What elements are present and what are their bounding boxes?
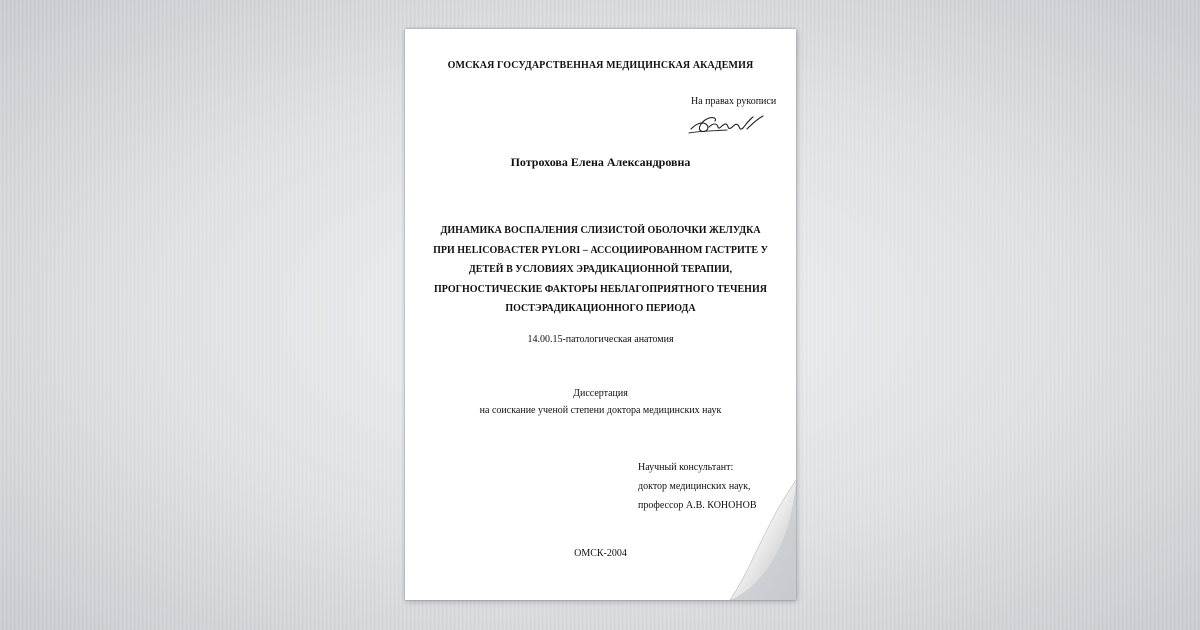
advisor-role: Научный консультант:: [638, 462, 734, 473]
specialty-code: 14.00.15-патологическая анатомия: [527, 334, 674, 345]
advisor-degree: доктор медицинских наук,: [638, 481, 751, 492]
handwritten-signature: [687, 109, 767, 139]
document-page: [405, 29, 796, 600]
title-line: ПРИ HELICOBACTER PYLORI – АССОЦИИРОВАННОМ ГАСТРИТЕ У: [433, 244, 768, 256]
dissertation-purpose: на соискание ученой степени доктора медицинских наук: [479, 405, 722, 416]
title-line: ДЕТЕЙ В УСЛОВИЯХ ЭРАДИКАЦИОННОЙ ТЕРАПИИ,: [468, 264, 733, 275]
manuscript-note: На правах рукописи: [691, 96, 777, 107]
advisor-name: профессор А.В. КОНОНОВ: [638, 500, 757, 511]
dissertation-type: Диссертация: [573, 388, 628, 399]
title-line: ДИНАМИКА ВОСПАЛЕНИЯ СЛИЗИСТОЙ ОБОЛОЧКИ ЖЕЛУДКА: [440, 225, 761, 236]
title-line: ПРОГНОСТИЧЕСКИЕ ФАКТОРЫ НЕБЛАГОПРИЯТНОГО ТЕЧЕНИЯ: [434, 283, 767, 295]
city-year: ОМСК-2004: [574, 548, 627, 559]
title-line: ПОСТЭРАДИКАЦИОННОГО ПЕРИОДА: [505, 303, 696, 314]
page-curl-icon: [696, 480, 796, 600]
dissertation-title: [423, 221, 778, 319]
institution-name: ОМСКАЯ ГОСУДАРСТВЕННАЯ МЕДИЦИНСКАЯ АКАДЕМИЯ: [447, 60, 754, 71]
author-name: Потрохова Елена Александровна: [510, 155, 691, 169]
